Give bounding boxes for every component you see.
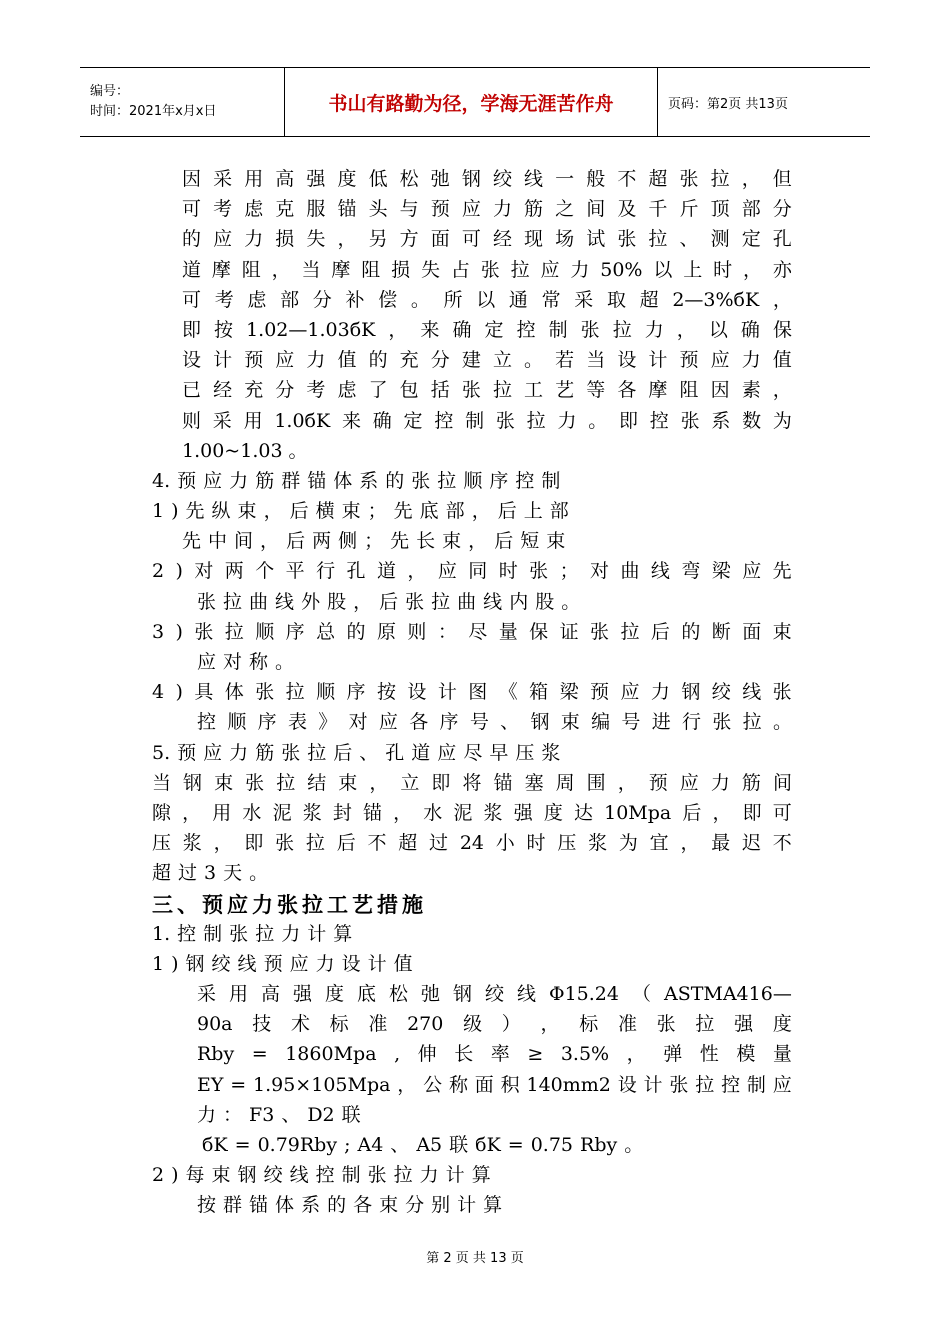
text-line: 1. 控 制 张 拉 力 计 算 bbox=[152, 922, 353, 945]
text-line: 张 拉 曲 线 外 股 ， 后 张 拉 曲 线 内 股 。 bbox=[197, 590, 581, 613]
number-label: 编号： bbox=[90, 84, 130, 99]
text-line: 3 ) 张 拉 顺 序 总 的 原 则 ： 尽 量 保 证 张 拉 后 的 断 面 束 bbox=[152, 620, 792, 643]
text-line: 1.00~1.03 。 bbox=[182, 439, 308, 462]
text-line: 三 、 预 应 力 张 拉 工 艺 措 施 bbox=[152, 891, 423, 917]
text-line: 超 过 3 天 。 bbox=[152, 862, 269, 885]
text-line: 按 群 锚 体 系 的 各 束 分 别 计 算 bbox=[197, 1194, 503, 1217]
text-line: 应 对 称 。 bbox=[197, 651, 295, 673]
text-line: 力 ： F3 、 D2 联 bbox=[197, 1103, 361, 1126]
text-line: 4 ) 具 体 张 拉 顺 序 按 设 计 图 《 箱 梁 预 应 力 钢 绞 线 张 bbox=[152, 681, 792, 704]
text-line: 设 计 预 应 力 值 的 充 分 建 立 。 若 当 设 计 预 应 力 值 bbox=[182, 349, 792, 372]
text-line: 即 按 1.02—1.03бK ， 来 确 定 控 制 张 拉 力 ， 以 确 保 bbox=[182, 318, 792, 341]
text-line: 4. 预 应 力 筋 群 锚 体 系 的 张 拉 顺 序 控 制 bbox=[152, 469, 561, 492]
text-line: 已 经 充 分 考 虑 了 包 括 张 拉 工 艺 等 各 摩 阻 因 素 ， bbox=[182, 379, 792, 402]
text-line: 当 钢 束 张 拉 结 束 ， 立 即 将 锚 塞 周 围 ， 预 应 力 筋 间 bbox=[152, 771, 792, 794]
document-body bbox=[152, 164, 792, 1221]
text-line: Rby = 1860Mpa , 伸 长 率 ≥ 3.5% ， 弹 性 模 量 bbox=[197, 1043, 792, 1066]
text-line: 因 采 用 高 强 度 低 松 弛 钢 绞 线 一 般 不 超 张 拉 ， 但 bbox=[182, 168, 792, 190]
text-line: 采 用 高 强 度 底 松 弛 钢 绞 线 Φ15.24 （ ASTMA416— bbox=[197, 983, 792, 1006]
motto: 书山有路勤为径，学海无涯苦作舟 bbox=[285, 68, 658, 137]
text-line: 道 摩 阻 ， 当 摩 阻 损 失 占 张 拉 应 力 50% 以 上 时 ， 亦 bbox=[182, 258, 792, 281]
text-line: 2 ) 每 束 钢 绞 线 控 制 张 拉 力 计 算 bbox=[152, 1164, 491, 1187]
text-line: 隙 ， 用 水 泥 浆 封 锚 ， 水 泥 浆 强 度 达 10Mpa 后 ， 即 可 bbox=[152, 801, 792, 824]
text-line: 控 顺 序 表 》 对 应 各 序 号 、 钢 束 编 号 进 行 张 拉 。 bbox=[197, 711, 792, 734]
text-line: бK = 0.79Rby ; A4 、 A5 联 бK = 0.75 Rby 。 bbox=[202, 1134, 644, 1156]
text-line: 90a 技 术 标 准 270 级 ） ， 标 准 张 拉 强 度 bbox=[197, 1013, 792, 1036]
time-label: 时间：2021年x月x日 bbox=[90, 104, 217, 119]
text-line: 2 ) 对 两 个 平 行 孔 道 ， 应 同 时 张 ； 对 曲 线 弯 梁 应 先 bbox=[152, 560, 792, 583]
text-line: 可 考 虑 部 分 补 偿 。 所 以 通 常 采 取 超 2—3%бK ， bbox=[182, 288, 792, 311]
header-left-cell bbox=[80, 68, 285, 137]
text-line: 的 应 力 损 失 ， 另 方 面 可 经 现 场 试 张 拉 、 测 定 孔 bbox=[182, 228, 792, 251]
page-info: 页码：第2页 共13页 bbox=[658, 68, 871, 137]
text-line: 1 ) 钢 绞 线 预 应 力 设 计 值 bbox=[152, 952, 413, 975]
text-line: 先 中 间 ， 后 两 侧 ； 先 长 束 ， 后 短 束 bbox=[182, 530, 566, 553]
text-line: EY = 1.95×105Mpa ， 公 称 面 积 140mm2 设 计 张 拉 控 制 应 bbox=[197, 1073, 792, 1096]
text-line: 压 浆 ， 即 张 拉 后 不 超 过 24 小 时 压 浆 为 宜 ， 最 迟 不 bbox=[152, 832, 792, 855]
text-line: 可 考 虑 克 服 锚 头 与 预 应 力 筋 之 间 及 千 斤 顶 部 分 bbox=[182, 198, 792, 221]
page-footer: 第 2 页 共 13 页 bbox=[426, 1251, 524, 1266]
text-line: 则 采 用 1.0бK 来 确 定 控 制 张 拉 力 。 即 控 张 系 数 为 bbox=[182, 409, 792, 432]
text-line: 5. 预 应 力 筋 张 拉 后 、 孔 道 应 尽 早 压 浆 bbox=[152, 741, 561, 764]
text-line: 1 ) 先 纵 束 ， 后 横 束 ； 先 底 部 ， 后 上 部 bbox=[152, 500, 569, 523]
header-table bbox=[80, 67, 870, 137]
